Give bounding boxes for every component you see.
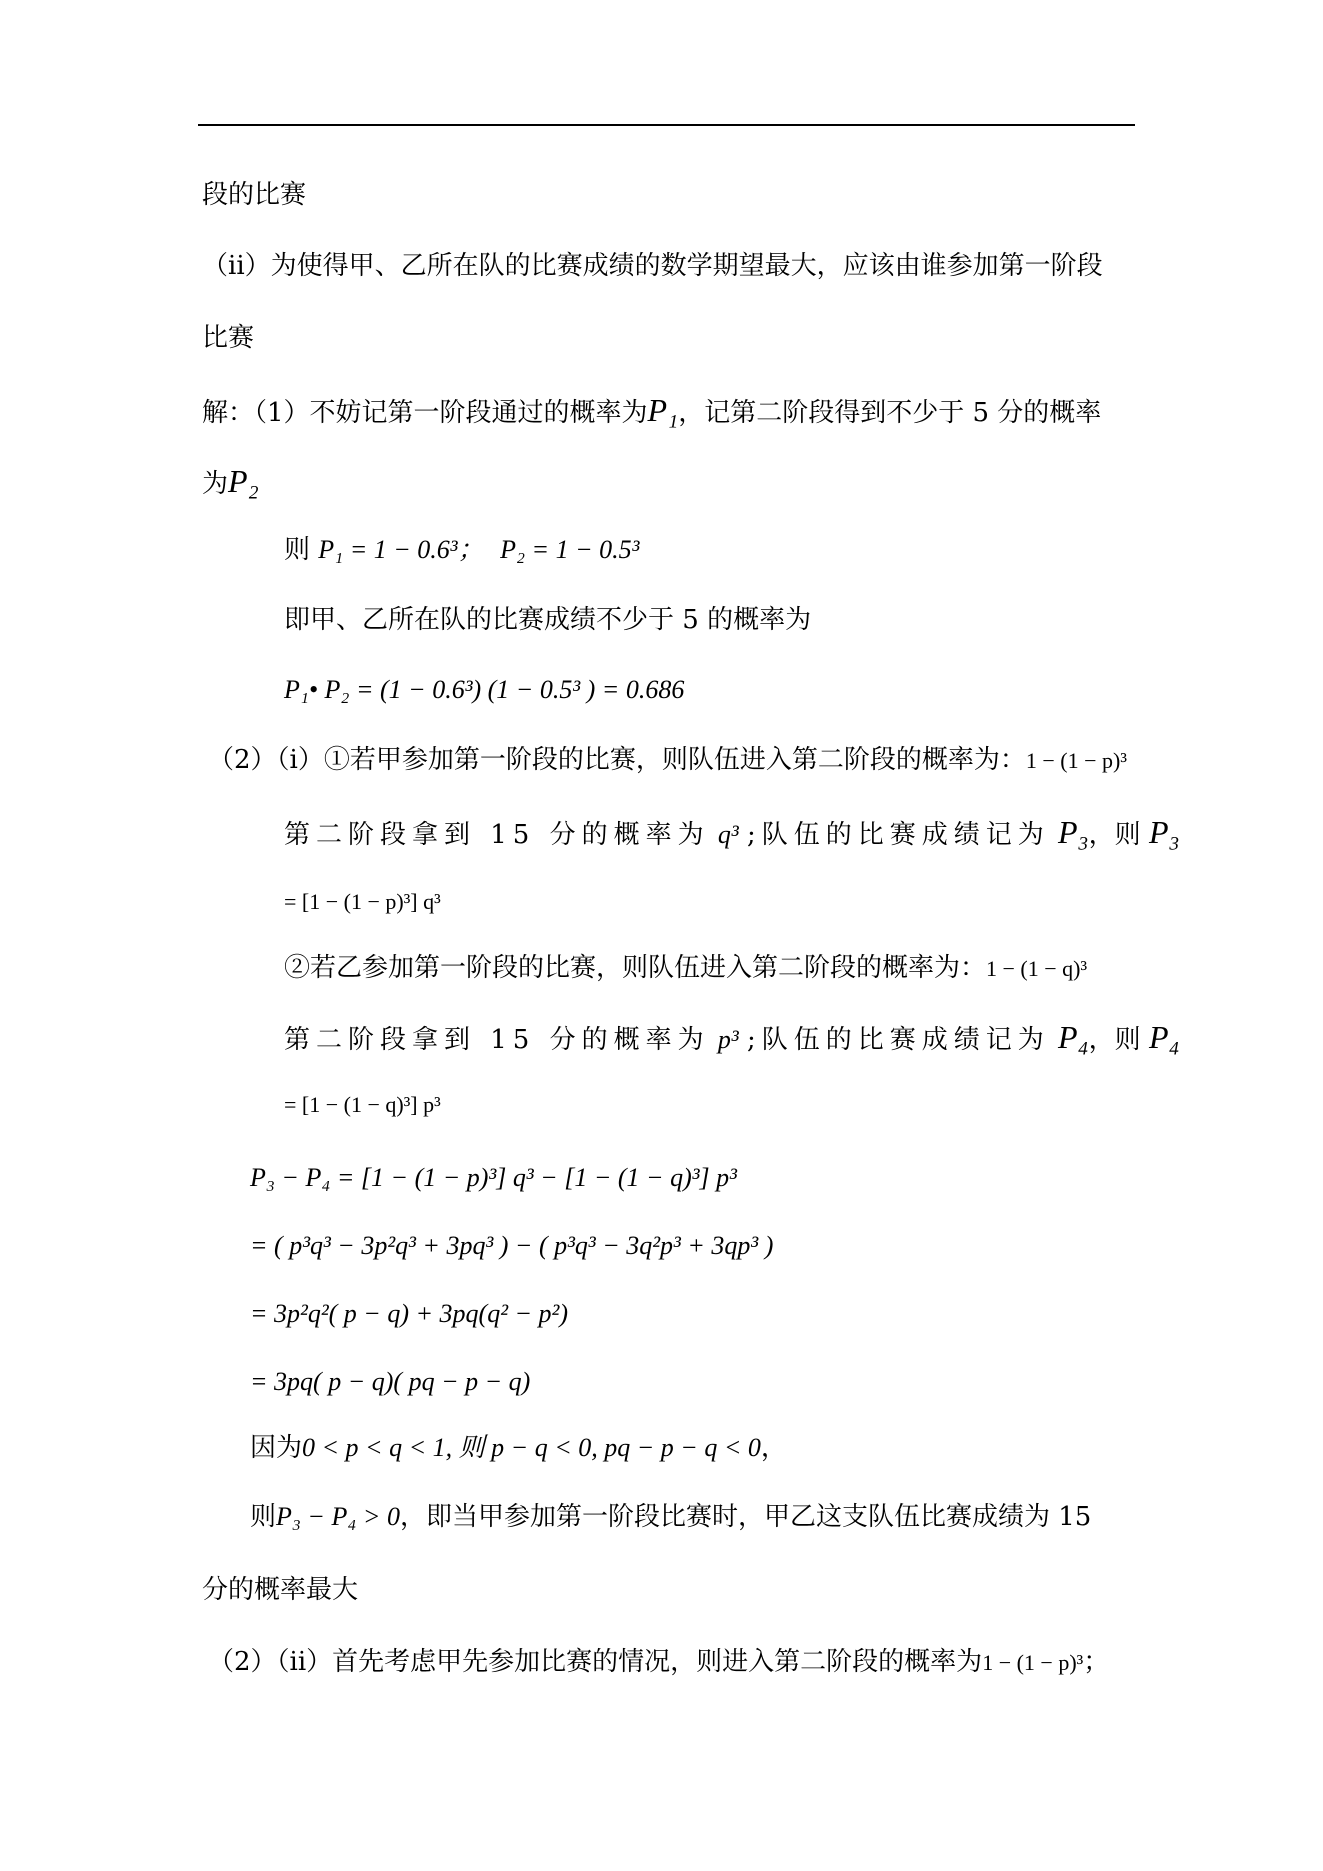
p3-symbol: P₃ bbox=[1057, 814, 1089, 850]
conclusion-line bbox=[250, 1497, 1091, 1537]
q3-symbol: q³ bbox=[717, 820, 739, 849]
stage2-yi-text-b: ;队伍的比赛成绩记为 bbox=[746, 1025, 1050, 1055]
p2-formula: P₂ = 1 − 0.5³ bbox=[500, 535, 640, 564]
text-wei: 为 bbox=[202, 469, 229, 499]
product-formula: P₁• P₂ = (1 − 0.6³) (1 − 0.5³ ) = 0.686 bbox=[284, 675, 685, 704]
prob-expr-q: 1 − (1 − q)³ bbox=[986, 956, 1088, 981]
part-2i-text: （2）（i）①若甲参加第一阶段的比赛，则队伍进入第二阶段的概率为： bbox=[208, 745, 1026, 775]
probability-statement: 即甲、乙所在队的比赛成绩不少于 5 的概率为 bbox=[284, 605, 812, 635]
p4-symbol-b: P₄ bbox=[1148, 1019, 1180, 1055]
solution-1-text-b: ，记第二阶段得到不少于 5 分的概率 bbox=[678, 398, 1102, 428]
part-2i-yi-text: ②若乙参加第一阶段的比赛，则队伍进入第二阶段的概率为： bbox=[284, 953, 987, 983]
p4-symbol: P₄ bbox=[1057, 1019, 1089, 1055]
text-ze: 则 bbox=[284, 535, 311, 565]
stage2-text: 第二阶段拿到 15 分的概率为 bbox=[284, 820, 710, 850]
p3-expression: = [1 − (1 − p)³] q³ bbox=[284, 889, 441, 914]
stage2-yi-text: 第二阶段拿到 15 分的概率为 bbox=[284, 1025, 710, 1055]
part-2i-yi-line bbox=[284, 948, 1087, 989]
p3-power-symbol: p³ bbox=[717, 1025, 739, 1054]
header-rule bbox=[198, 124, 1135, 126]
part-2i-line bbox=[208, 740, 1127, 781]
prob-expr-p-b: 1 − (1 − p)³ bbox=[982, 1650, 1084, 1675]
p1-formula: P₁ = 1 − 0.6³； bbox=[318, 535, 484, 564]
text-line-3: 比赛 bbox=[202, 323, 255, 353]
part-2ii-line bbox=[208, 1642, 1109, 1683]
stage2-jia-line bbox=[284, 812, 1180, 855]
inequality-line bbox=[250, 1428, 787, 1468]
solution-1-text: 解：（1）不妨记第一阶段通过的概率为 bbox=[202, 398, 648, 428]
text-line-1: 段的比赛 bbox=[202, 180, 307, 210]
p4-expression: = [1 − (1 − q)³] p³ bbox=[284, 1092, 441, 1117]
text-ze-d: 则 bbox=[250, 1502, 277, 1532]
solution-1-line-b bbox=[202, 461, 259, 504]
text-ze-b: ，则 bbox=[1088, 820, 1141, 850]
comma: ， bbox=[760, 1433, 787, 1463]
expansion-step-1: = ( p³q³ − 3p²q³ + 3pq³ ) − ( p³q³ − 3q²p³ + 3qp³ ) bbox=[250, 1231, 774, 1260]
text-yinwei: 因为 bbox=[250, 1433, 303, 1463]
p3-symbol-b: P₃ bbox=[1148, 814, 1180, 850]
solution-1-line bbox=[202, 390, 1101, 433]
p2-symbol: P₂ bbox=[228, 463, 259, 499]
difference-formula: P₃ − P₄ = [1 − (1 − p)³] q³ − [1 − (1 − q)³] p³ bbox=[250, 1163, 737, 1192]
stage2-yi-line bbox=[284, 1017, 1180, 1060]
p3-p4-positive: P₃ − P₄ > 0 bbox=[276, 1502, 400, 1531]
semicolon: ； bbox=[1083, 1647, 1110, 1677]
expansion-step-3: = 3pq( p − q)( pq − p − q) bbox=[250, 1367, 531, 1396]
conclusion-line-b: 分的概率最大 bbox=[202, 1575, 359, 1605]
prob-expr-p: 1 − (1 − p)³ bbox=[1025, 748, 1127, 773]
stage2-text-b: ;队伍的比赛成绩记为 bbox=[746, 820, 1050, 850]
part-2ii-text: （2）（ii）首先考虑甲先参加比赛的情况，则进入第二阶段的概率为 bbox=[208, 1647, 983, 1677]
expansion-step-2: = 3p²q²( p − q) + 3pq(q² − p²) bbox=[250, 1299, 568, 1328]
question-ii-line: （ii）为使得甲、乙所在队的比赛成绩的数学期望最大，应该由谁参加第一阶段 bbox=[202, 251, 1103, 281]
text-ze-c: ，则 bbox=[1088, 1025, 1141, 1055]
p-formulas-line bbox=[284, 530, 639, 570]
conclusion-text: ，即当甲参加第一阶段比赛时，甲乙这支队伍比赛成绩为 15 bbox=[399, 1502, 1092, 1532]
inequality-expr: 0 < p < q < 1, 则 p − q < 0, pq − p − q < 0 bbox=[302, 1433, 761, 1462]
p1-symbol: P₁ bbox=[647, 392, 679, 428]
